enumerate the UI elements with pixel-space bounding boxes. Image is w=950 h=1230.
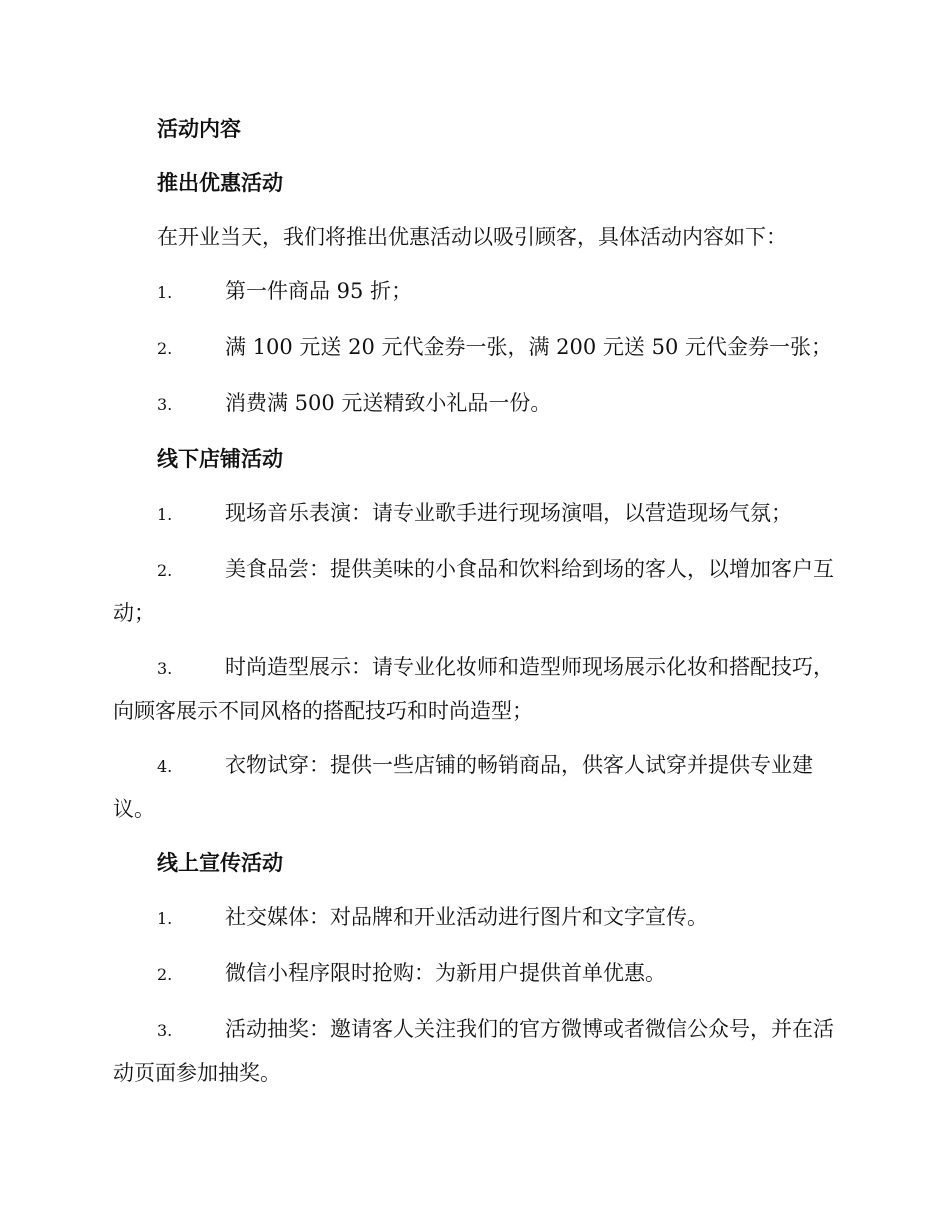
promo-intro: 在开业当天，我们将推出优惠活动以吸引顾客，具体活动内容如下： [157,225,787,249]
offline-heading: 线下店铺活动 [157,447,283,471]
list-item [113,548,835,634]
promo-heading: 推出优惠活动 [157,171,283,195]
list-text: 社交媒体：对品牌和开业活动进行图片和文字宣传。 [225,905,708,929]
list-number: 1. [157,283,173,302]
list-item [113,492,835,536]
list-text: 第一件商品 95 折； [225,279,413,303]
list-text: 活动抽奖：邀请客人关注我们的官方微博或者微信公众号，并在活动页面参加抽奖。 [113,1017,834,1085]
list-number: 1. [157,505,173,524]
list-number: 3. [157,395,173,414]
list-text: 现场音乐表演：请专业歌手进行现场演唱，以营造现场气氛； [225,501,792,525]
list-number: 2. [157,339,173,358]
list-number: 1. [157,909,173,928]
list-item [113,744,835,830]
document-body [113,108,835,1106]
list-item [113,896,835,940]
list-item [113,326,835,370]
list-item [113,646,835,732]
list-item [113,1008,835,1094]
list-text: 时尚造型展示：请专业化妆师和造型师现场展示化妆和搭配技巧，向顾客展示不同风格的搭配技巧和时尚造型； [113,655,834,723]
list-number: 2. [157,965,173,984]
list-text: 美食品尝：提供美味的小食品和饮料给到场的客人，以增加客户互动； [113,557,834,625]
list-number: 3. [157,1021,173,1040]
list-number: 2. [157,561,173,580]
list-text: 满 100 元送 20 元代金券一张，满 200 元送 50 元代金券一张； [225,335,833,359]
list-text: 微信小程序限时抢购：为新用户提供首单优惠。 [225,961,666,985]
list-text: 消费满 500 元送精致小礼品一份。 [225,391,552,415]
list-number: 3. [157,659,173,678]
list-item [113,382,835,426]
list-item [113,270,835,314]
section-title: 活动内容 [157,117,241,141]
list-number: 4. [157,757,173,776]
online-heading: 线上宣传活动 [157,851,283,875]
list-item [113,952,835,996]
list-text: 衣物试穿：提供一些店铺的畅销商品，供客人试穿并提供专业建议。 [113,753,813,821]
